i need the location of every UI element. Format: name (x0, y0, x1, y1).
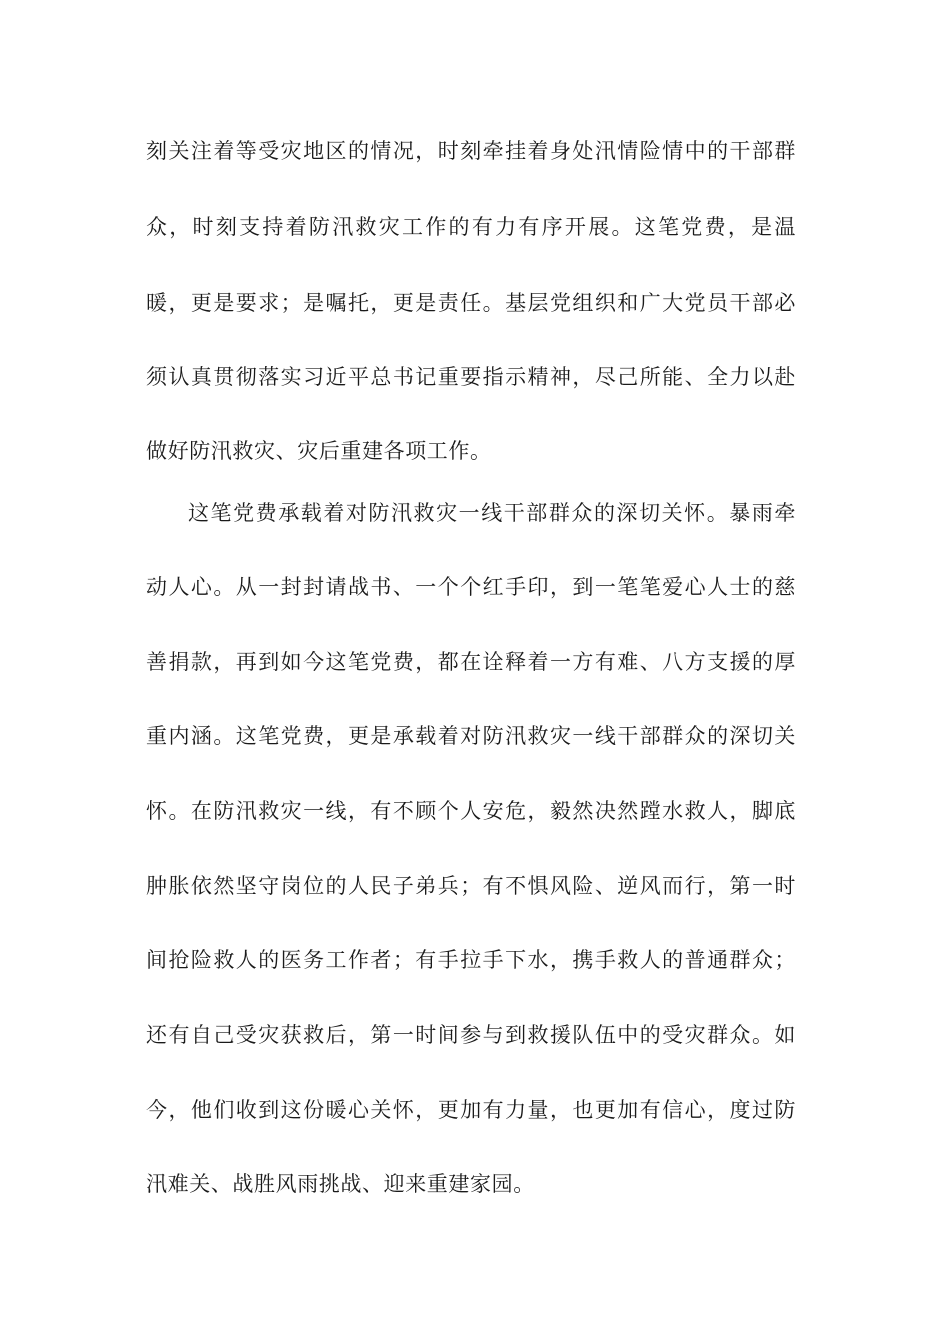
text-line: 须认真贯彻落实习近平总书记重要指示精神，尽己所能、全力以赴 (146, 365, 796, 389)
text-line: 间抢险救人的医务工作者；有手拉手下水，携手救人的普通群众； (146, 948, 796, 972)
text-line: 众，时刻支持着防汛救灾工作的有力有序开展。这笔党费，是温 (146, 215, 796, 239)
paragraph-first-line: 这笔党费承载着对防汛救灾一线干部群众的深切关怀。暴雨牵 (188, 501, 796, 525)
text-line: 肿胀依然坚守岗位的人民子弟兵；有不惧风险、逆风而行，第一时 (146, 874, 796, 898)
text-line: 做好防汛救灾、灾后重建各项工作。 (146, 439, 492, 463)
text-line: 善捐款，再到如今这笔党费，都在诠释着一方有难、八方支援的厚 (146, 650, 796, 674)
text-line: 今，他们收到这份暖心关怀，更加有力量，也更加有信心，度过防 (146, 1098, 796, 1122)
text-line: 汛难关、战胜风雨挑战、迎来重建家园。 (146, 1172, 535, 1196)
text-line: 还有自己受灾获救后，第一时间参与到救援队伍中的受灾群众。如 (146, 1023, 796, 1047)
text-line: 重内涵。这笔党费，更是承载着对防汛救灾一线干部群众的深切关 (146, 724, 796, 748)
text-line: 怀。在防汛救灾一线，有不顾个人安危，毅然决然蹚水救人，脚底 (146, 799, 796, 823)
text-line: 动人心。从一封封请战书、一个个红手印，到一笔笔爱心人士的慈 (146, 575, 796, 599)
text-line: 刻关注着等受灾地区的情况，时刻牵挂着身处汛情险情中的干部群 (146, 139, 796, 163)
text-line: 暖，更是要求；是嘱托，更是责任。基层党组织和广大党员干部必 (146, 291, 796, 315)
